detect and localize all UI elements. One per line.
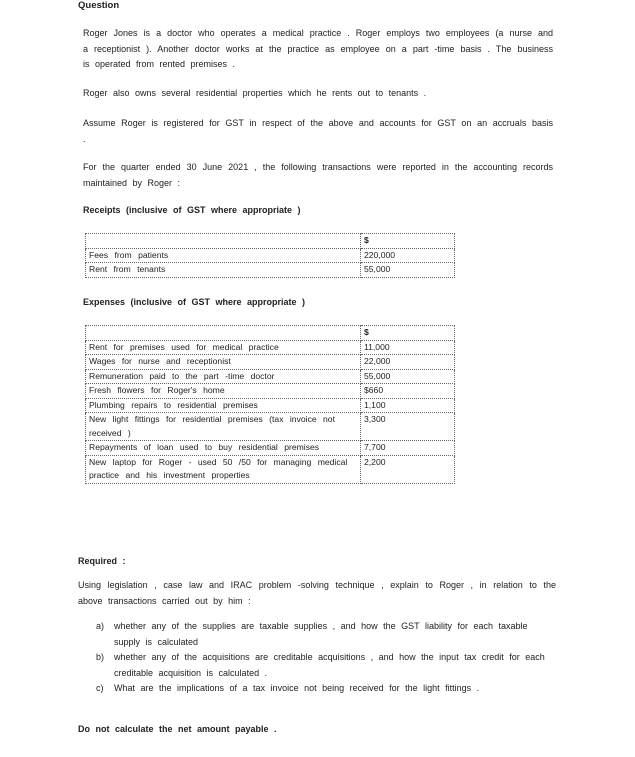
table-row xyxy=(86,263,455,278)
receipts-header-blank xyxy=(86,234,361,249)
expense-amount: 22,000 xyxy=(361,355,455,370)
expense-label: New light fittings for residential premises (tax invoice not received ) xyxy=(86,413,361,441)
table-row xyxy=(86,248,455,263)
expenses-currency: $ xyxy=(361,326,455,341)
required-intro: Using legislation , case law and IRAC problem -solving technique , explain to Roger , in relation to the above transactions carried out by him : xyxy=(78,580,556,606)
expense-label: New laptop for Roger - used 50 /50 for managing medical practice and his investment properties xyxy=(86,455,361,483)
expense-amount: 2,200 xyxy=(361,455,455,483)
expense-amount: 11,000 xyxy=(361,340,455,355)
expense-amount: 3,300 xyxy=(361,413,455,441)
expenses-title: Expenses (inclusive of GST where appropriate ) xyxy=(83,297,306,307)
receipts-table xyxy=(85,233,455,278)
expense-label: Rent for premises used for medical practice xyxy=(86,340,361,355)
list-item xyxy=(96,681,556,697)
list-item-label: a) xyxy=(96,621,105,631)
list-item xyxy=(96,650,556,681)
table-row xyxy=(86,398,455,413)
list-item xyxy=(96,619,556,650)
required-list xyxy=(96,619,556,697)
expense-label: Fresh flowers for Roger's home xyxy=(86,384,361,399)
expense-label: Remuneration paid to the part -time doctor xyxy=(86,369,361,384)
expenses-table xyxy=(85,325,455,484)
paragraph-properties: Roger also owns several residential properties which he rents out to tenants . xyxy=(83,88,427,98)
expense-amount: $660 xyxy=(361,384,455,399)
required-title: Required : xyxy=(78,556,126,566)
table-row xyxy=(86,340,455,355)
paragraph-intro: Roger Jones is a doctor who operates a medical practice . Roger employs two employees (a nurse and a receptionist ). Another doctor works at the practice as employee on a part -time basis . The business is operated from rented premises . xyxy=(83,28,553,69)
list-item-text: What are the implications of a tax invoice not being received for the light fittings . xyxy=(114,683,480,693)
receipt-label: Rent from tenants xyxy=(86,263,361,278)
list-item-label: b) xyxy=(96,652,105,662)
question-heading: Question xyxy=(78,0,120,11)
list-item-label: c) xyxy=(96,683,104,693)
receipts-title: Receipts (inclusive of GST where appropriate ) xyxy=(83,205,301,215)
list-item-text: whether any of the acquisitions are creditable acquisitions , and how the input tax credit for each creditable acquisition is calculated . xyxy=(114,652,545,678)
expense-amount: 1,100 xyxy=(361,398,455,413)
table-row xyxy=(86,355,455,370)
receipts-header-row xyxy=(86,234,455,249)
expenses-header-row xyxy=(86,326,455,341)
expense-amount: 7,700 xyxy=(361,441,455,456)
table-row xyxy=(86,413,455,441)
expense-amount: 55,000 xyxy=(361,369,455,384)
table-row xyxy=(86,455,455,483)
list-item-text: whether any of the supplies are taxable supplies , and how the GST liability for each taxable supply is calculated xyxy=(114,621,528,647)
expense-label: Plumbing repairs to residential premises xyxy=(86,398,361,413)
table-row xyxy=(86,384,455,399)
expense-label: Wages for nurse and receptionist xyxy=(86,355,361,370)
table-row xyxy=(86,369,455,384)
expense-label: Repayments of loan used to buy residential premises xyxy=(86,441,361,456)
paragraph-gst-registration: Assume Roger is registered for GST in respect of the above and accounts for GST on an accruals basis . xyxy=(83,118,553,144)
receipt-amount: 220,000 xyxy=(361,248,455,263)
receipt-amount: 55,000 xyxy=(361,263,455,278)
required-note: Do not calculate the net amount payable . xyxy=(78,724,277,734)
receipts-currency: $ xyxy=(361,234,455,249)
receipt-label: Fees from patients xyxy=(86,248,361,263)
table-row xyxy=(86,441,455,456)
expenses-header-blank xyxy=(86,326,361,341)
paragraph-quarter: For the quarter ended 30 June 2021 , the following transactions were reported in the accounting records maintained by Roger : xyxy=(83,162,553,188)
